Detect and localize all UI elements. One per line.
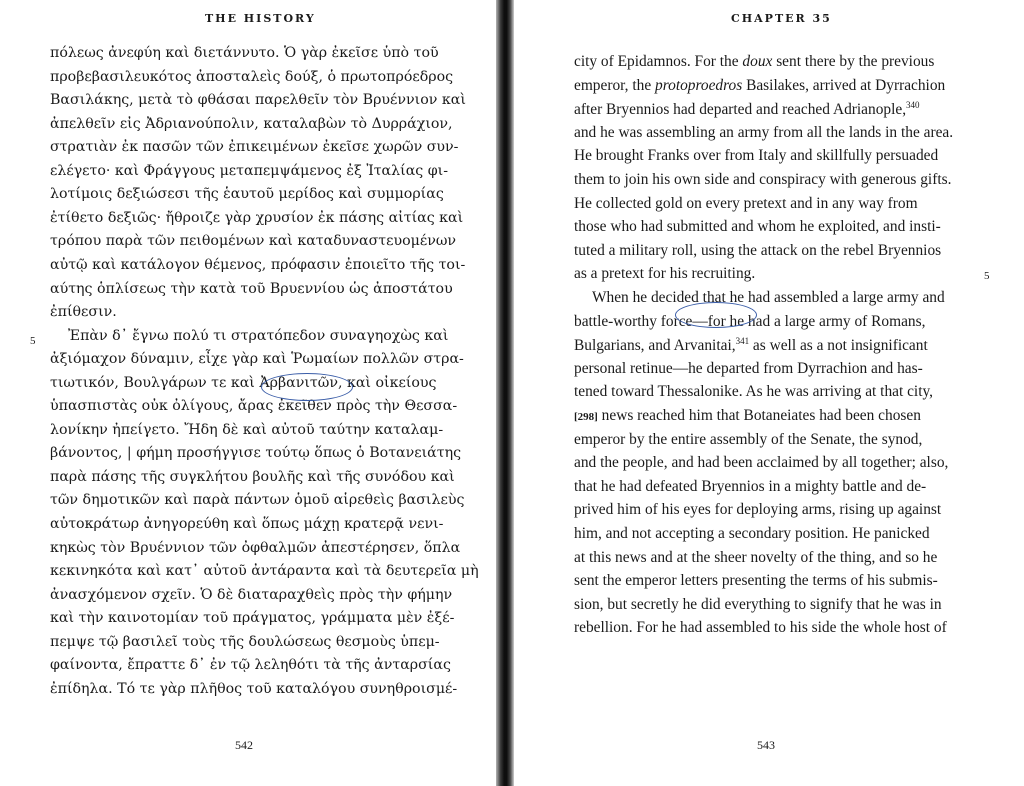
right-text-line: sent the emperor letters presenting the terms of his submis- [574, 572, 938, 590]
left-text-line: Βασιλάκης, μετὰ τὸ φθάσαι παρελθεῖν τὸν Βρυέννιον καὶ [50, 92, 466, 109]
left-text-line: ἐτίθετο δεξιῶς· ἤθροιζε γὰρ χρυσίον ἐκ πάσης αἰτίας καὶ [50, 209, 464, 226]
left-running-head: THE HISTORY [205, 12, 316, 25]
left-text-line: ὑπασπιστὰς οὐκ ὀλίγους, ἄρας ἐκεῖθεν πρὸς τὴν Θεσσα- [50, 398, 458, 415]
right-text-line: and the people, and had been acclaimed by all together; also, [574, 454, 949, 472]
left-text-line: ἀπελθεῖν εἰς Ἀδριανούπολιν, καταλαβὼν τὸ Δυρράχιον, [50, 115, 453, 132]
left-text-line: λονίκην ἠπείγετο. Ἤδη δὲ καὶ αὐτοῦ ταύτην καταλαμ- [50, 421, 444, 438]
left-text-line: αύτης ὁπλίσεως τὴν κατὰ τοῦ Βρυεννίου ὡς ἀποστάτου [50, 280, 453, 297]
right-page-number: 543 [757, 738, 775, 752]
right-text-line: and he was assembling an army from all the lands in the area. [574, 123, 954, 141]
left-text-line: ἐπίθεσιν. [50, 304, 117, 321]
left-text-line: προβεβασιλευκότος ἀποσταλεὶς δούξ, ὁ πρωτοπρόεδρος [50, 68, 454, 85]
right-text-line: sion, but secretly he did everything to signify that he was in [574, 595, 942, 613]
right-text-line: that he had defeated Bryennios in a mighty battle and de- [574, 477, 927, 495]
right-text-line: When he decided that he had assembled a large army and [592, 289, 945, 306]
left-text-line: λοτίμοις δεξιώσεσι τῆς ἑαυτοῦ μερίδος καὶ συμμορίας [50, 186, 444, 203]
right-text-line: He collected gold on every pretext and in any way from [574, 194, 918, 212]
left-page-number: 542 [235, 738, 253, 752]
right-text-line: emperor by the entire assembly of the Senate, the synod, [574, 430, 923, 448]
left-text-line: στρατιὰν ἐκ πασῶν τῶν ἐπικειμένων ἐκεῖσε χωρῶν συν- [50, 139, 459, 156]
right-text-line: personal retinue—he departed from Dyrrachion and has- [574, 359, 923, 377]
left-text-line: φαίνοντα, ἔπραττε δ᾽ ἐν τῷ λεληθότι τὰ τῆς ἀνταρσίας [50, 657, 451, 674]
left-text-line: βάνοντος, | φήμη προσήγγισε τούτῳ ὅπως ὁ Βοτανειάτης [50, 445, 462, 462]
left-text-line: αὐτοκράτωρ ἀνηγορεύθη καὶ ὅπως μάχῃ κρατερᾷ νενι- [50, 516, 444, 532]
right-text-line: after Bryennios had departed and reached Adrianople,$^{340}$ [574, 100, 920, 119]
left-text-line: αὐτῷ καὶ κατάλογον θέμενος, πρόφασιν ἐποιεῖτο τῆς τοι- [50, 256, 466, 273]
left-text-line: καὶ τὴν καινοτομίαν τοῦ πράγματος, γράμματα μὲν ἐξέ- [50, 610, 455, 627]
right-page [514, 0, 1024, 786]
left-margin-line-number: 5 [30, 335, 36, 347]
right-text-line: Bulgarians, and Arvanitai,$^{341}$ as well as a not insignificant [574, 336, 928, 355]
right-text-line: them to join his own side and conspiracy with generous gifts. [574, 171, 952, 188]
left-text-line: τῶν δημοτικῶν καὶ παρὰ πάντων ὁμοῦ αἱρεθεὶς βασιλεὺς [50, 492, 465, 509]
right-text-line: He brought Franks over from Italy and skillfully persuaded [574, 147, 939, 165]
right-text-line: at this news and at the sheer novelty of the thing, and so he [574, 548, 938, 566]
left-text-line: ἀνασχόμενον σχεῖν. Ὁ δὲ διαταραχθεὶς πρὸς τὴν φήμην [50, 586, 453, 603]
right-text-line: him, and not accepting a secondary position. He panicked [574, 525, 930, 542]
left-text-line: Ἐπὰν δ᾽ ἔγνω πολύ τι στρατόπεδον συναγηοχὼς καὶ [68, 327, 449, 344]
left-text-line: πεμψε τῷ βασιλεῖ τοὺς τῆς δουλώσεως θεσμοὺς ὑπεμ- [50, 633, 440, 650]
right-running-head: CHAPTER 35 [731, 12, 832, 25]
right-text-line: those who had submitted and whom he exploited, and insti- [574, 218, 941, 236]
left-text-line: παρὰ πάσης τῆς συγκλήτου βουλῆς καὶ τῆς συνόδου καὶ [50, 468, 455, 485]
right-text-line: emperor, the protoproedros Basilakes, arrived at Dyrrachion [574, 76, 946, 94]
book-spine-gutter [496, 0, 514, 786]
right-text-line: [298] news reached him that Botaneiates had been chosen [574, 407, 921, 424]
right-text-line: as a pretext for his recruiting. [574, 265, 756, 283]
right-text-line: prived him of his eyes for deploying arms, rising up against [574, 501, 942, 519]
right-text-line: tuted a military roll, using the attack on the rebel Bryennios [574, 241, 942, 259]
left-text-line: τιωτικόν, Βουλγάρων τε καὶ Ἀρβανιτῶν, καὶ οἰκείους [50, 374, 437, 391]
left-text-line: κεκινηκότα καὶ κατ᾽ αὐτοῦ ἀντάραντα καὶ τὰ δευτερεῖα μὴ [50, 563, 479, 580]
right-text-line: tened toward Thessalonike. As he was arriving at that city, [574, 383, 934, 401]
right-text-line: battle-worthy force—for he had a large army of Romans, [574, 312, 926, 330]
right-text-line: city of Epidamnos. For the doux sent there by the previous [574, 53, 935, 70]
right-margin-line-number: 5 [984, 270, 990, 282]
left-text-line: ἐπίδηλα. Τό τε γὰρ πλῆθος τοῦ καταλόγου συνηθροισμέ- [50, 680, 458, 697]
left-text-line: ελέγετο· καὶ Φράγγους μεταπεμψάμενος ἐξ Ἰταλίας φι- [50, 162, 449, 179]
left-page [0, 0, 496, 786]
left-text-line: τρόπου παρὰ τῶν πειθομένων καὶ καταδυναστευομένων [50, 233, 457, 250]
left-text-line: πόλεως ἀνεφύη καὶ διετάννυτο. Ὁ γὰρ ἐκεῖσε ὑπὸ τοῦ [50, 45, 439, 61]
left-text-line: ἀξιόμαχον δύναμιν, εἶχε γὰρ καὶ Ῥωμαίων πολλῶν στρα- [50, 351, 464, 368]
left-text-line: κηκὼς τὸν Βρυέννιον τῶν ὀφθαλμῶν ἀπεστέρησεν, ὅπλα [50, 539, 461, 556]
right-text-line: rebellion. For he had assembled to his side the whole host of [574, 619, 947, 637]
